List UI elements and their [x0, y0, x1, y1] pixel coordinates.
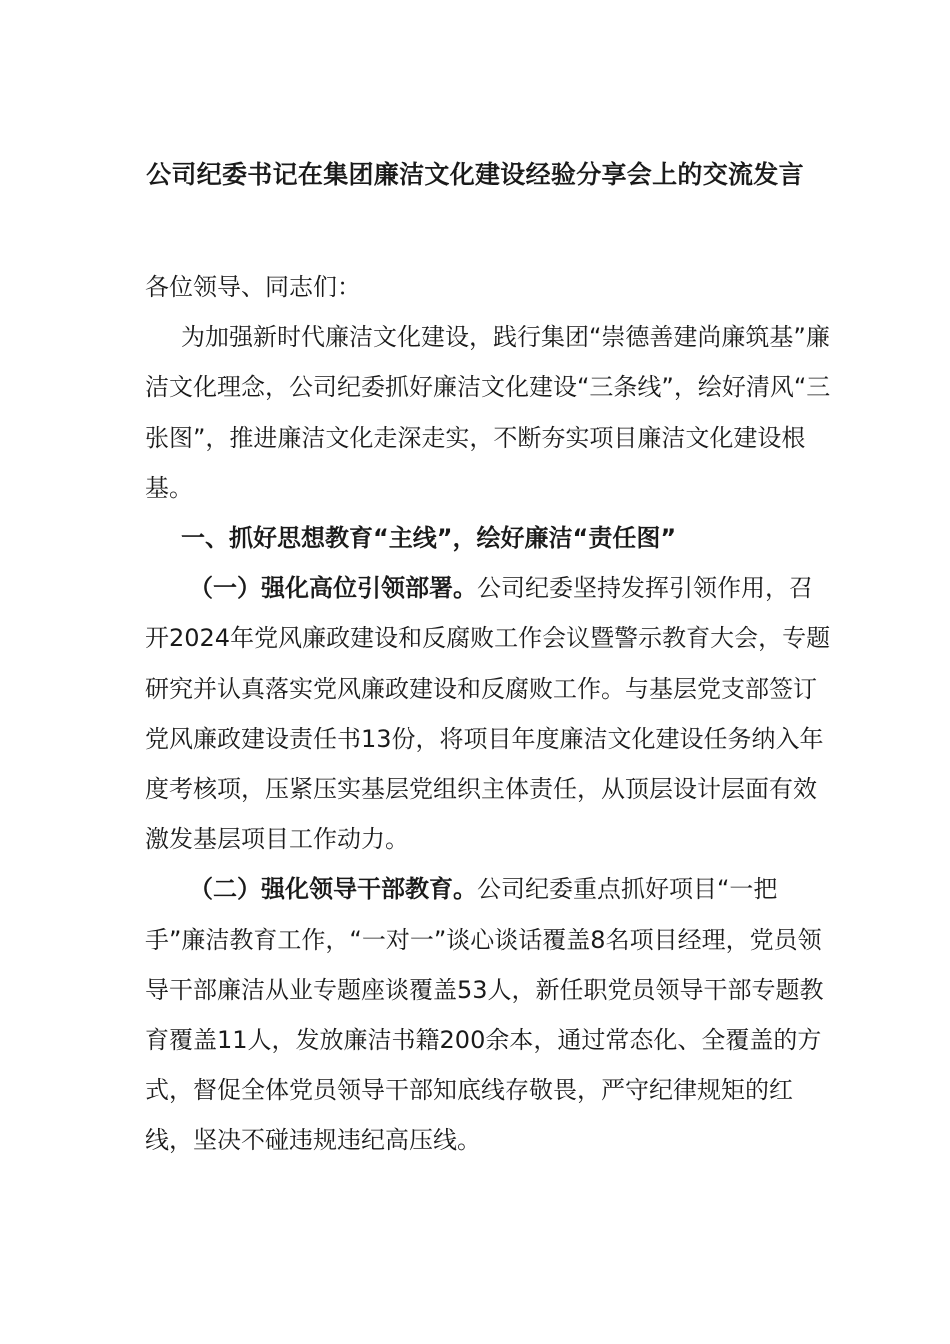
paragraph-2	[145, 864, 835, 1165]
salutation: 各位领导、同志们：	[145, 273, 361, 301]
paragraph-1-lead: （一）强化高位引领部署。	[189, 574, 477, 603]
paragraph-2-lead: （二）强化领导干部教育。	[189, 875, 477, 904]
document-body	[145, 262, 835, 1166]
paragraph-2-body: 公司纪委重点抓好项目“一把手”廉洁教育工作，“一对一”谈心谈话覆盖8名项目经理，党员领导干部廉洁从业专题座谈覆盖53人，新任职党员领导干部专题教育覆盖11人，发放廉洁书籍200余本，通过常态化、全覆盖的方式，督促全体党员领导干部知底线存敬畏，严守纪律规矩的红线，坚决不碰违规违纪高压线。	[145, 875, 824, 1155]
paragraph-1-body: 公司纪委坚持发挥引领作用，召开2024年党风廉政建设和反腐败工作会议暨警示教育大会，专题研究并认真落实党风廉政建设和反腐败工作。与基层党支部签订党风廉政建设责任书13份，将项目年度廉洁文化建设任务纳入年度考核项，压紧压实基层党组织主体责任，从顶层设计层面有效激发基层项目工作动力。	[145, 574, 831, 854]
paragraph-1	[145, 563, 835, 864]
intro-paragraph: 为加强新时代廉洁文化建设，践行集团“崇德善建尚廉筑基”廉洁文化理念，公司纪委抓好廉洁文化建设“三条线”，绘好清风“三张图”，推进廉洁文化走深走实，不断夯实项目廉洁文化建设根基。	[145, 323, 831, 502]
document-title: 公司纪委书记在集团廉洁文化建设经验分享会上的交流发言	[146, 160, 804, 189]
section-heading-1: 一、抓好思想教育“主线”，绘好廉洁“责任图”	[181, 524, 677, 553]
